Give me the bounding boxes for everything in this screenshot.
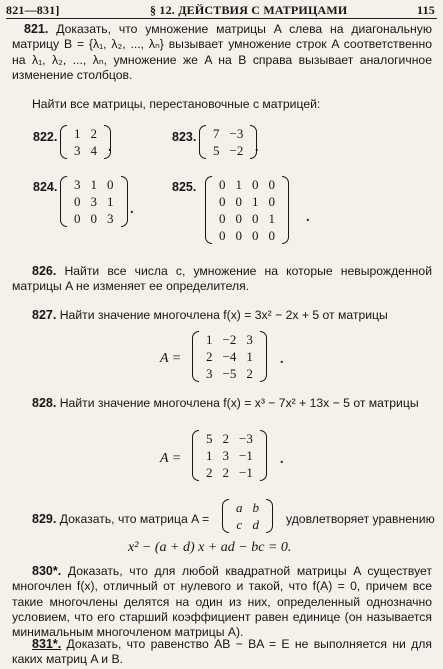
problem-828-text: Найти значение многочлена f(x) = x³ − 7x² + 13x − 5 от матрицы <box>59 396 419 410</box>
matrix-entry: 0 <box>268 177 275 192</box>
matrix-entry: b <box>252 500 259 515</box>
matrix-entry: −3 <box>239 431 253 446</box>
matrix-entry: 5 <box>213 143 220 158</box>
matrix-entry: 0 <box>90 211 97 226</box>
matrix-entry: 0 <box>235 228 242 243</box>
matrix-entry: 0 <box>268 228 275 243</box>
matrix-entry: 1 <box>206 332 213 347</box>
matrix-823 <box>199 125 257 159</box>
matrix-entry: 5 <box>206 431 213 446</box>
problem-829 <box>32 512 209 527</box>
matrix-entry: 1 <box>206 448 213 463</box>
matrix-entry: 2 <box>90 126 97 141</box>
problem-828-number: 828. <box>32 396 57 410</box>
problem-829-equation: x² − (a + d) x + ad − bc = 0. <box>128 540 292 555</box>
matrix-entry: 1 <box>268 211 275 226</box>
matrix-828-lhs: A = <box>160 451 182 466</box>
matrix-828 <box>192 430 267 481</box>
problem-831 <box>12 637 432 668</box>
matrix-entry: 2 <box>222 465 229 480</box>
problem-827-number: 827. <box>32 308 57 322</box>
matrix-entry: 0 <box>252 211 259 226</box>
matrix-entry: 1 <box>107 194 114 209</box>
matrix-824 <box>60 176 128 227</box>
matrix-entry: 0 <box>219 228 226 243</box>
problem-830-number: 830*. <box>32 564 62 578</box>
header-title: § 12. ДЕЙСТВИЯ С МАТРИЦАМИ <box>150 3 348 17</box>
problem-824-number: 824. <box>33 180 58 194</box>
matrix-entry: −1 <box>239 448 253 463</box>
matrix-825 <box>205 176 289 244</box>
left-bracket <box>60 125 67 159</box>
problem-826-text: Найти все числа c, умножение на которые невырожденной матрицы A не изменяет ее определителя. <box>12 264 432 294</box>
matrix-827-lhs: A = <box>160 351 182 366</box>
problem-829-text-a: Доказать, что матрица A = <box>59 512 210 526</box>
commuting-intro: Найти все матрицы, перестановочные с матрицей: <box>32 97 321 111</box>
matrix-entry: −2 <box>229 143 244 158</box>
matrix-entry: 2 <box>206 465 213 480</box>
matrix-entry: 0 <box>74 211 81 226</box>
matrix-entry: 3 <box>107 211 114 226</box>
problem-821 <box>12 22 432 83</box>
problem-823-number: 823. <box>172 130 197 144</box>
matrix-entry: 0 <box>252 228 259 243</box>
problem-829-number: 829. <box>32 512 57 526</box>
matrix-entry: 0 <box>219 194 226 209</box>
matrix-entry: a <box>236 500 243 515</box>
matrix-entry: 0 <box>268 194 275 209</box>
problem-830 <box>12 564 432 640</box>
matrix-entry: 1 <box>246 349 253 364</box>
matrix-829 <box>222 499 273 533</box>
problem-831-number: 831*. <box>32 637 62 651</box>
matrix-entry: −5 <box>222 366 237 381</box>
header-rule <box>6 18 437 19</box>
matrix-entry: −4 <box>222 349 237 364</box>
matrix-entry: 3 <box>222 448 229 463</box>
matrix-entry: 0 <box>219 177 226 192</box>
matrix-entry: c <box>236 517 243 532</box>
problem-822-number: 822. <box>33 130 58 144</box>
matrix-entry: 0 <box>107 177 114 192</box>
matrix-entry: d <box>252 517 259 532</box>
matrix-entry: 4 <box>90 143 97 158</box>
page-number: 115 <box>417 3 435 17</box>
matrix-entry: 0 <box>235 211 242 226</box>
problem-825-number: 825. <box>172 180 197 194</box>
matrix-822 <box>60 125 111 159</box>
matrix-entry: 0 <box>74 194 81 209</box>
problem-821-number: 821. <box>24 22 49 36</box>
problem-826-number: 826. <box>32 264 57 278</box>
matrix-entry: 0 <box>252 177 259 192</box>
matrix-entry: 2 <box>246 366 253 381</box>
problem-827-text: Найти значение многочлена f(x) = 3x² − 2x + 5 от матрицы <box>59 308 388 322</box>
matrix-entry: −3 <box>229 126 244 141</box>
problem-831-text: Доказать, что равенство AB − BA = E не выполняется ни для каких матриц A и B. <box>12 637 432 667</box>
matrix-entry: 3 <box>74 177 81 192</box>
matrix-entry: 3 <box>246 332 253 347</box>
matrix-entry: 1 <box>90 177 97 192</box>
matrix-entry: −1 <box>239 465 253 480</box>
matrix-entry: 7 <box>213 126 220 141</box>
matrix-entry: 3 <box>90 194 97 209</box>
matrix-entry: 0 <box>219 211 226 226</box>
matrix-entry: 1 <box>252 194 259 209</box>
page: 821—831] § 12. ДЕЙСТВИЯ С МАТРИЦАМИ 115 821. Доказать, что умножение матрицы A слева на диагональную матрицу B = {λ₁, λ₂, ..., λₙ} вызывает умножение строк A соответственно на λ₁, λ₂, ..., λₙ, умножение же A на B справа вызывает аналогичное изменение столбцов. Найти все матрицы, перестановочные с матрицей: 822. 1 2 3 4 . 823. 7 −3 5 −2 . 824. 3 1 0 0 3 1 0 0 3 . 825. 0 1 0 0 0 0 1 0 0 0 0 1 0 0 0 0 . 826. Найти все числа c, умножение на которые невырожденной матрицы A не изменяет ее определителя. 827. Найти значение многочлена f(x) = 3x² − 2x + 5 от матрицы A = 1 −2 3 2 −4 1 3 −5 2 . 828. Найти значение многочлена f(x) = x³ − 7x² + 13x − 5 от матрицы A = 5 2 −3 1 3 −1 2 2 −1 . 829. Доказать, что матрица A = a b c d удовлетворяет уравнению x² − (a + d) x + ad − bc = 0. 830*. Доказать, что для любой квадратной матрицы A существует многочлен f(x), отличный от нулевого и такой, что f(A) = 0, причем все такие многочлены делятся на один из них, определенный однозначно условием, что его старший коэффициент равен единице (он называется минимальным многочленом матрицы A). 831*. Доказать, что равенство AB − BA = E не выполняется ни для каких матриц A и B. <box>6 3 435 667</box>
matrix-entry: 1 <box>74 126 81 141</box>
header-section-range: 821—831] <box>6 3 60 17</box>
problem-830-text: Доказать, что для любой квадратной матрицы A существует многочлен f(x), отличный от нулевого и такой, что f(A) = 0, причем все такие многочлены делятся на один из них, определенный однозначно условием, что его старший коэффициент равен единице (он называется минимальным многочленом матрицы A). <box>12 564 432 640</box>
problem-821-text: Доказать, что умножение матрицы A слева на диагональную матрицу B = {λ₁, λ₂, ..., λₙ} вызывает умножение строк A соответственно на λ₁, λ₂, ..., λₙ, умножение же A на B справа вызывает аналогичное изменение столбцов. <box>12 22 432 82</box>
matrix-entry: 3 <box>74 143 81 158</box>
matrix-entry: 2 <box>222 431 229 446</box>
problem-828 <box>12 396 432 411</box>
problem-829-text-b: удовлетворяет уравнению <box>286 512 435 526</box>
matrix-827 <box>192 331 267 382</box>
matrix-entry: 1 <box>235 177 242 192</box>
matrix-entry: 0 <box>235 194 242 209</box>
problem-827 <box>12 308 432 323</box>
matrix-entry: 3 <box>206 366 213 381</box>
problem-826 <box>12 264 432 295</box>
matrix-entry: −2 <box>222 332 237 347</box>
matrix-entry: 2 <box>206 349 213 364</box>
